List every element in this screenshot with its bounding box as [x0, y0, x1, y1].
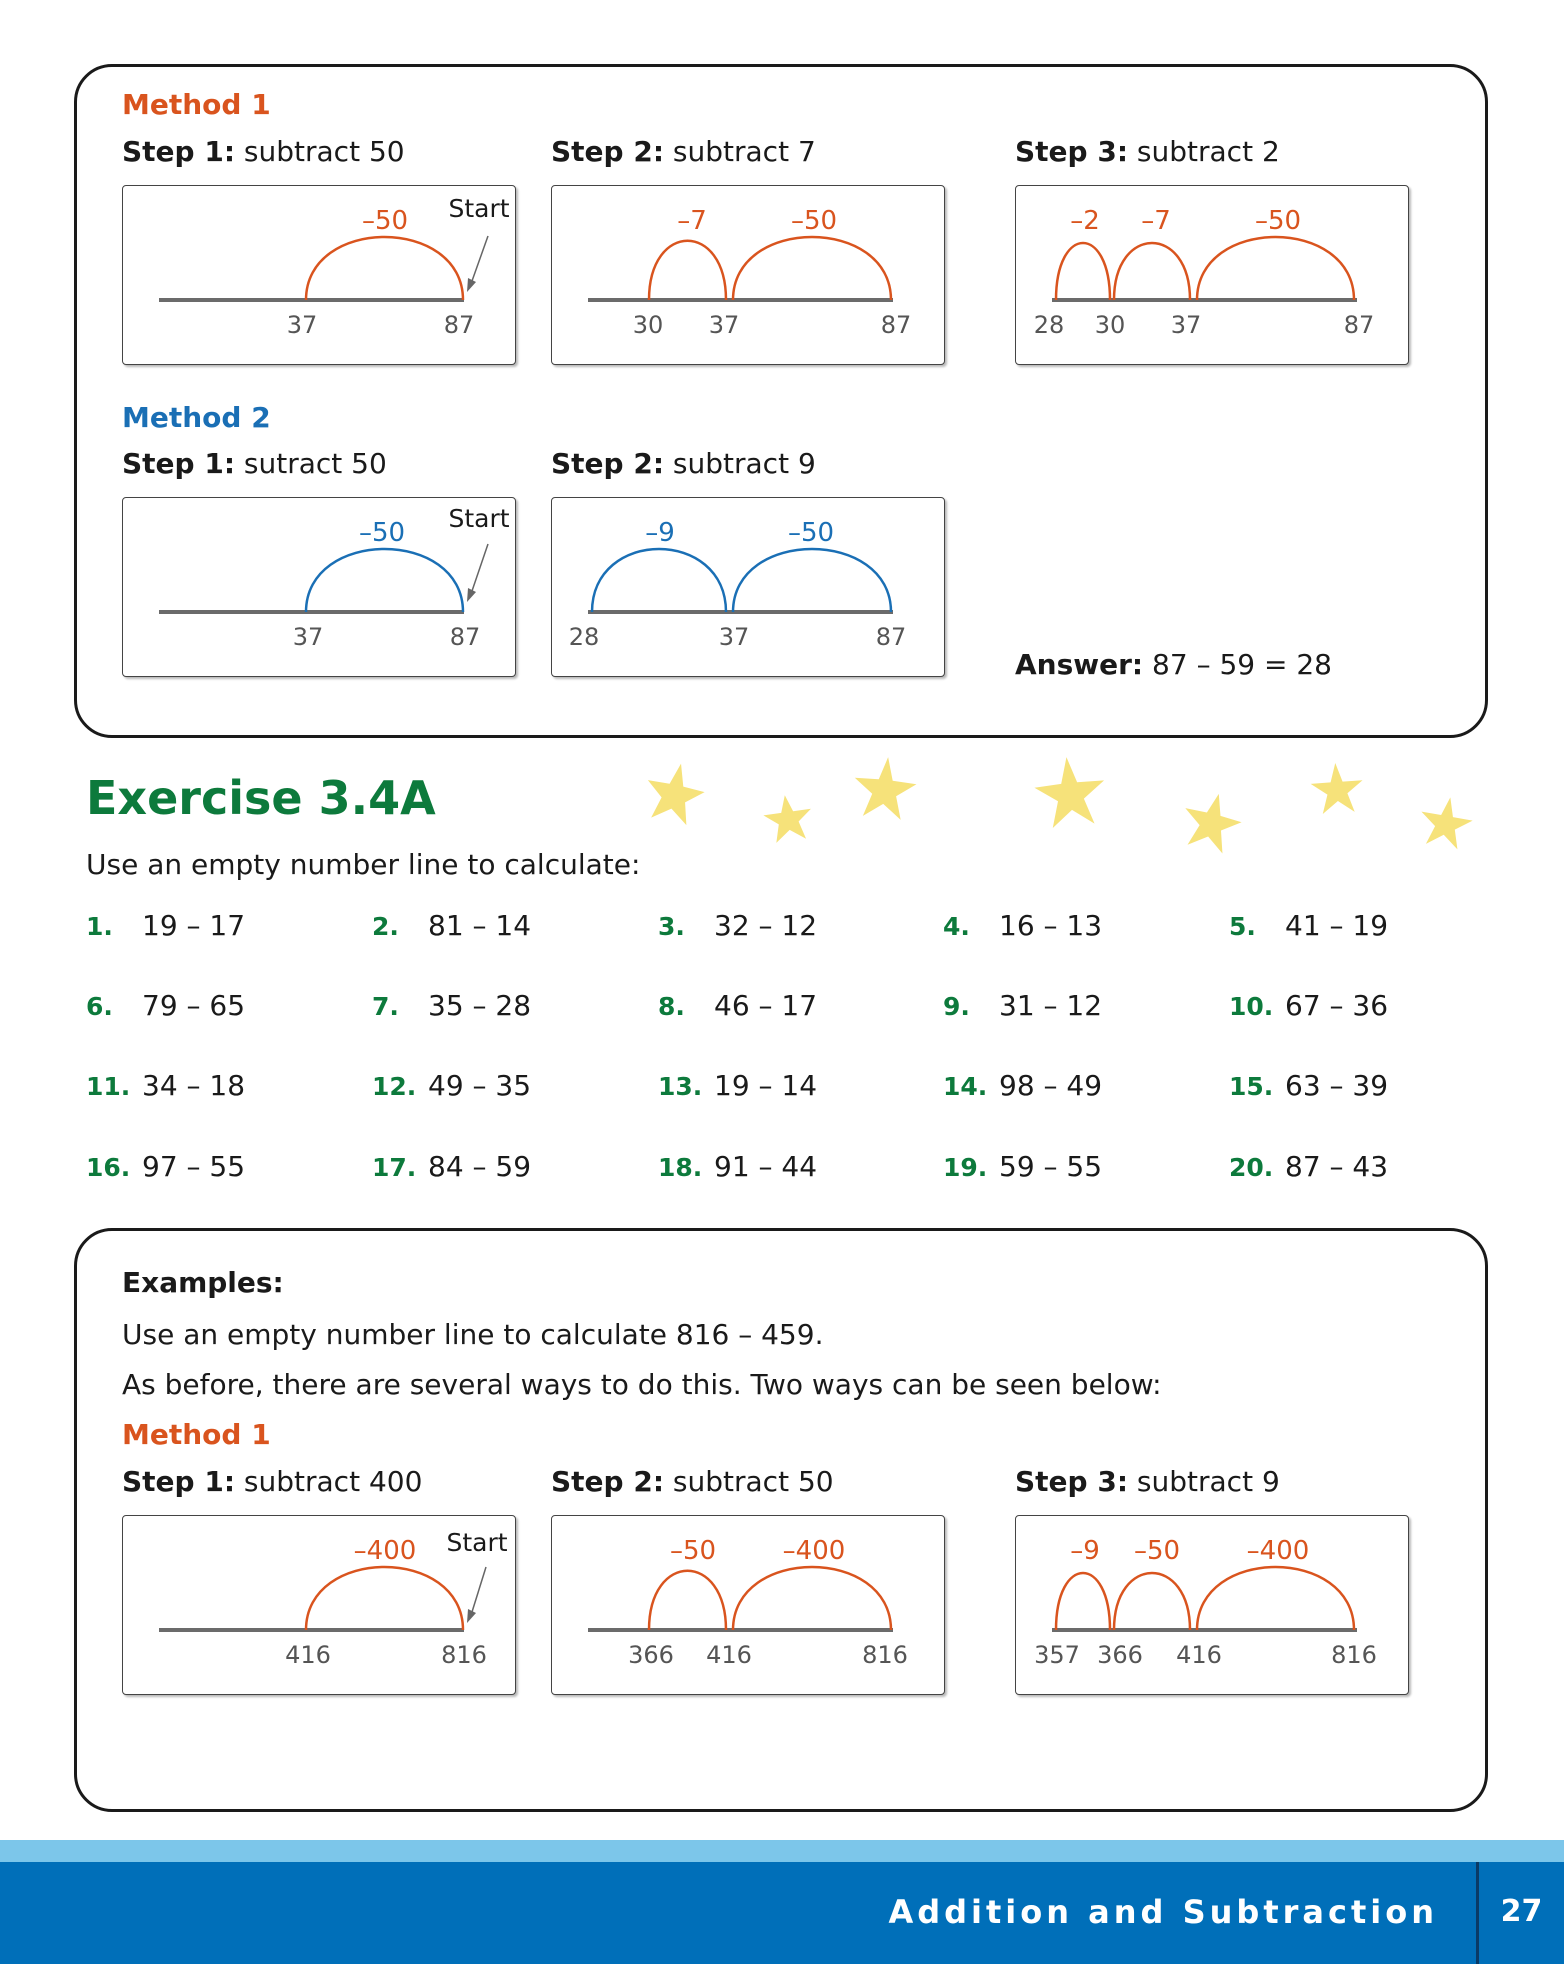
jump-label: –400 — [353, 1536, 417, 1566]
problem-item — [658, 1069, 817, 1102]
problem-number: 17. — [372, 1153, 417, 1182]
number-line-diagram — [123, 1516, 515, 1694]
problem-item — [86, 1150, 245, 1183]
problem-text: 34 – 18 — [142, 1069, 246, 1102]
jump-label: –50 — [361, 206, 409, 236]
problem-item — [372, 989, 531, 1022]
jump-arc — [306, 237, 463, 300]
tick-label: 37 — [708, 311, 740, 339]
tick-label: 87 — [443, 311, 475, 339]
problem-text: 98 – 49 — [999, 1069, 1103, 1102]
problem-item — [86, 909, 245, 942]
problem-item — [1229, 1150, 1388, 1183]
step-label-text: subtract 9 — [1128, 1465, 1280, 1498]
number-line-diagram — [552, 498, 944, 676]
problem-number: 4. — [943, 912, 970, 941]
tick-label: 366 — [1097, 1641, 1143, 1669]
star-icon — [640, 758, 709, 828]
footer-strip — [0, 1840, 1564, 1862]
jump-arc — [1056, 243, 1110, 300]
problem-text: 35 – 28 — [428, 989, 532, 1022]
jump-arc — [592, 549, 726, 612]
problem-number: 2. — [372, 912, 399, 941]
tick-label: 37 — [718, 623, 750, 651]
problem-text: 49 – 35 — [428, 1069, 532, 1102]
problem-text: 19 – 14 — [714, 1069, 818, 1102]
number-line-box — [551, 185, 945, 365]
problem-item — [372, 909, 531, 942]
jump-label: –2 — [1070, 206, 1100, 236]
tick-label: 87 — [449, 623, 481, 651]
start-arrow — [472, 1567, 486, 1612]
problem-text: 97 – 55 — [142, 1150, 246, 1183]
examples-label: Examples: — [122, 1266, 284, 1299]
start-label: Start — [448, 194, 510, 223]
problem-number: 9. — [943, 992, 970, 1021]
problem-number: 7. — [372, 992, 399, 1021]
start-arrow-head — [467, 588, 476, 602]
step-label-bold: Step 1: — [122, 135, 236, 168]
jump-label: –400 — [1246, 1536, 1310, 1566]
jump-arc — [306, 549, 463, 612]
problem-item — [658, 1150, 817, 1183]
start-arrow — [472, 544, 488, 591]
start-arrow — [472, 236, 488, 281]
step-label-text: subtract 7 — [664, 135, 816, 168]
problem-item — [943, 1069, 1102, 1102]
jump-label: –400 — [782, 1536, 846, 1566]
jump-arc — [1114, 243, 1190, 300]
step-label-text: subtract 9 — [664, 447, 816, 480]
method2-title: Method 2 — [122, 401, 271, 434]
star-icon — [761, 792, 815, 844]
jump-label: –9 — [645, 518, 675, 548]
problem-text: 41 – 19 — [1285, 909, 1389, 942]
step-label-bold: Step 2: — [551, 447, 665, 480]
problem-item — [86, 989, 245, 1022]
jump-label: –50 — [669, 1536, 717, 1566]
answer-text: 87 – 59 = 28 — [1143, 648, 1332, 681]
problem-item — [658, 909, 817, 942]
tick-label: 416 — [285, 1641, 331, 1669]
answer — [1015, 648, 1332, 681]
problem-number: 12. — [372, 1072, 417, 1101]
step-label — [1015, 135, 1280, 168]
problem-item — [1229, 1069, 1388, 1102]
step-label — [551, 447, 816, 480]
problem-text: 32 – 12 — [714, 909, 818, 942]
problem-number: 19. — [943, 1153, 988, 1182]
problem-text: 31 – 12 — [999, 989, 1103, 1022]
jump-label: –9 — [1070, 1536, 1100, 1566]
jump-label: –50 — [1254, 206, 1302, 236]
tick-label: 87 — [875, 623, 907, 651]
problem-number: 3. — [658, 912, 685, 941]
tick-label: 416 — [706, 1641, 752, 1669]
step-label-bold: Step 2: — [551, 135, 665, 168]
jump-arc — [1197, 1567, 1354, 1630]
tick-label: 37 — [286, 311, 318, 339]
jump-arc — [306, 1567, 463, 1630]
step-label — [122, 135, 405, 168]
number-line-diagram — [123, 186, 515, 364]
step-label-text: sutract 50 — [235, 447, 387, 480]
problem-number: 14. — [943, 1072, 988, 1101]
tick-label: 30 — [1094, 311, 1126, 339]
step-label — [122, 1465, 422, 1498]
tick-label: 87 — [1343, 311, 1375, 339]
step-label — [1015, 1465, 1280, 1498]
number-line-diagram — [552, 186, 944, 364]
start-label: Start — [448, 504, 510, 533]
problem-item — [943, 1150, 1102, 1183]
tick-label: 366 — [628, 1641, 674, 1669]
problem-text: 79 – 65 — [142, 989, 246, 1022]
answer-label: Answer: — [1015, 648, 1144, 681]
step-label-text: subtract 400 — [235, 1465, 423, 1498]
problem-text: 59 – 55 — [999, 1150, 1103, 1183]
star-icon — [1177, 787, 1247, 856]
tick-label: 87 — [880, 311, 912, 339]
problem-number: 10. — [1229, 992, 1274, 1021]
jump-arc — [649, 1571, 726, 1630]
jump-label: –7 — [677, 206, 707, 236]
start-arrow-head — [467, 278, 476, 292]
problem-item — [658, 989, 817, 1022]
exercise-title: Exercise 3.4A — [86, 771, 436, 825]
tick-label: 37 — [292, 623, 324, 651]
problem-item — [1229, 989, 1388, 1022]
number-line-box — [551, 497, 945, 677]
problem-number: 5. — [1229, 912, 1256, 941]
step-label-bold: Step 3: — [1015, 135, 1129, 168]
jump-label: –50 — [1133, 1536, 1181, 1566]
step-label-bold: Step 3: — [1015, 1465, 1129, 1498]
star-icon — [851, 754, 919, 821]
problem-text: 16 – 13 — [999, 909, 1103, 942]
tick-label: 28 — [1033, 311, 1065, 339]
footer-title: Addition and Subtraction — [888, 1893, 1438, 1931]
problem-number: 6. — [86, 992, 113, 1021]
problem-item — [1229, 909, 1388, 942]
problem-item — [943, 989, 1102, 1022]
problem-number: 15. — [1229, 1072, 1274, 1101]
problem-text: 19 – 17 — [142, 909, 246, 942]
step-label — [122, 447, 387, 480]
number-line-diagram — [552, 1516, 944, 1694]
star-icon — [1309, 761, 1364, 815]
tick-label: 416 — [1176, 1641, 1222, 1669]
number-line-box — [122, 185, 516, 365]
problem-number: 18. — [658, 1153, 703, 1182]
step-label-bold: Step 1: — [122, 447, 236, 480]
number-line-box — [1015, 1515, 1409, 1695]
jump-arc — [733, 549, 891, 612]
tick-label: 816 — [862, 1641, 908, 1669]
jump-arc — [1197, 237, 1354, 300]
problem-item — [86, 1069, 245, 1102]
number-line-box — [122, 497, 516, 677]
jump-arc — [1114, 1573, 1190, 1630]
problem-number: 8. — [658, 992, 685, 1021]
star-icon — [1032, 754, 1109, 830]
problem-item — [372, 1150, 531, 1183]
tick-label: 357 — [1034, 1641, 1080, 1669]
step-label-text: subtract 2 — [1128, 135, 1280, 168]
number-line-box — [122, 1515, 516, 1695]
problem-number: 16. — [86, 1153, 131, 1182]
problem-number: 20. — [1229, 1153, 1274, 1182]
examples-line: As before, there are several ways to do this. Two ways can be seen below: — [122, 1368, 1162, 1401]
step-label-bold: Step 1: — [122, 1465, 236, 1498]
jump-label: –7 — [1141, 206, 1171, 236]
start-arrow-head — [467, 1609, 476, 1623]
jump-label: –50 — [358, 518, 406, 548]
tick-label: 28 — [568, 623, 600, 651]
tick-label: 30 — [632, 311, 664, 339]
jump-arc — [649, 241, 726, 300]
problem-text: 84 – 59 — [428, 1150, 532, 1183]
jump-label: –50 — [787, 518, 835, 548]
problem-item — [943, 909, 1102, 942]
number-line-box — [551, 1515, 945, 1695]
number-line-box — [1015, 185, 1409, 365]
jump-arc — [733, 1567, 891, 1630]
problem-number: 1. — [86, 912, 113, 941]
step-label — [551, 1465, 834, 1498]
star-icon — [1416, 793, 1476, 851]
step-label-text: subtract 50 — [235, 135, 405, 168]
number-line-diagram — [1016, 1516, 1408, 1694]
problem-item — [372, 1069, 531, 1102]
tick-label: 37 — [1170, 311, 1202, 339]
jump-arc — [733, 237, 891, 300]
tick-label: 816 — [1331, 1641, 1377, 1669]
step-label-bold: Step 2: — [551, 1465, 665, 1498]
problem-number: 11. — [86, 1072, 131, 1101]
tick-label: 816 — [441, 1641, 487, 1669]
problem-text: 81 – 14 — [428, 909, 532, 942]
jump-label: –50 — [790, 206, 838, 236]
page-number: 27 — [1500, 1894, 1543, 1929]
problem-text: 63 – 39 — [1285, 1069, 1389, 1102]
problem-text: 46 – 17 — [714, 989, 818, 1022]
stars-decoration — [630, 745, 1490, 875]
number-line-diagram — [1016, 186, 1408, 364]
step-label — [551, 135, 816, 168]
examples-line: Use an empty number line to calculate 816 – 459. — [122, 1318, 824, 1351]
exercise-instruction: Use an empty number line to calculate: — [86, 848, 641, 881]
step-label-text: subtract 50 — [664, 1465, 834, 1498]
problem-text: 87 – 43 — [1285, 1150, 1389, 1183]
method1-title: Method 1 — [122, 1418, 271, 1451]
number-line-diagram — [123, 498, 515, 676]
jump-arc — [1056, 1573, 1110, 1630]
method1-title: Method 1 — [122, 88, 271, 121]
start-label: Start — [446, 1528, 508, 1557]
problem-text: 91 – 44 — [714, 1150, 818, 1183]
problem-text: 67 – 36 — [1285, 989, 1389, 1022]
problem-number: 13. — [658, 1072, 703, 1101]
